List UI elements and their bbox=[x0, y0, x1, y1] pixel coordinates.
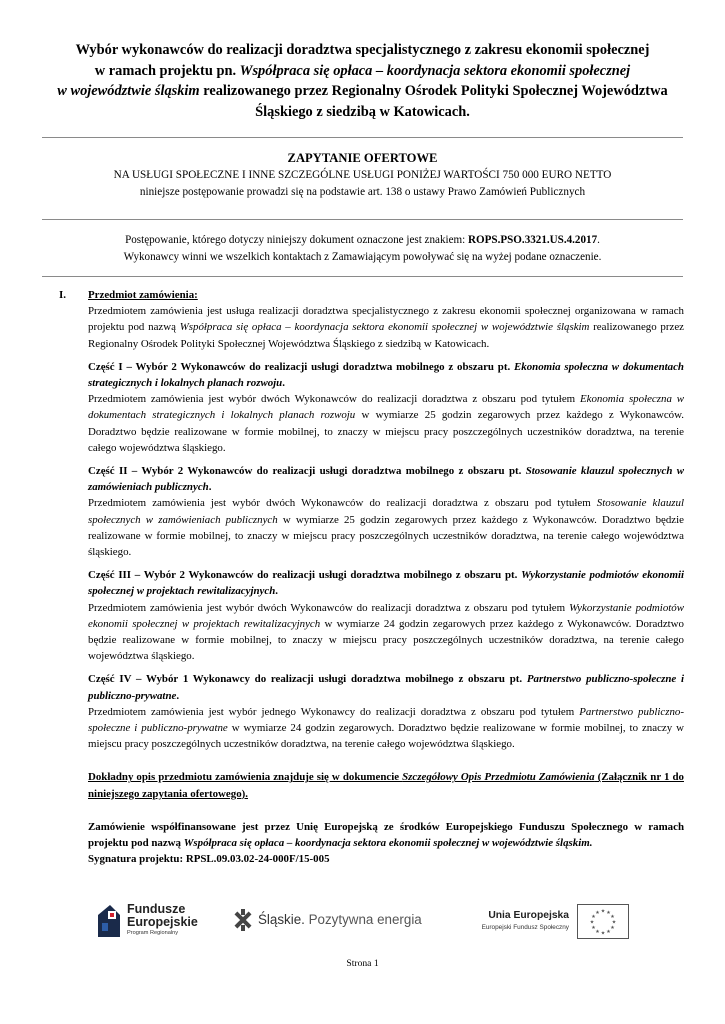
project-signature: Sygnatura projektu: RPSL.09.03.02-24-000F/15-005 bbox=[88, 853, 330, 866]
fundusze-europejskie-mark-icon bbox=[96, 901, 122, 939]
page-number: Strona 1 bbox=[346, 958, 379, 969]
eu-star-icon: ★ bbox=[610, 915, 615, 920]
fundusze-europejskie-logo: Fundusze Europejskie Program Regionalny bbox=[96, 901, 214, 941]
inquiry-title: ZAPYTANIE OFERTOWE bbox=[287, 151, 438, 165]
eu-star-icon: ★ bbox=[591, 915, 596, 920]
details-document-name: Szczegółowy Opis Przedmiotu Zamówienia bbox=[402, 771, 595, 784]
section-numeral: I. bbox=[59, 289, 67, 301]
funding-logos bbox=[84, 892, 642, 952]
slaskie-logo: Śląskie. Pozytywna energia bbox=[231, 908, 436, 932]
eu-star-icon: ★ bbox=[591, 926, 596, 931]
eu-star-icon: ★ bbox=[600, 931, 606, 937]
section-intro: Przedmiotem zamówienia jest usługa realizacji doradztwa specjalistycznego z zakresu ekonomii społecznej organizowana w ramach projektu pod nazwą Współpraca się opłaca – koordynacja sektora ekonomii społecznej w województwie śląskim realizowanego przez Regionalny Ośrodek Polityki Społecznej Województwa Śląskiego z siedzibą w Katowicach. bbox=[88, 305, 684, 350]
reference-line-1: Postępowanie, którego dotyczy niniejszy dokument oznaczone jest znakiem: ROPS.PSO.3321.US.4.2017. bbox=[125, 234, 600, 246]
part-description: Przedmiotem zamówienia jest wybór dwóch Wykonawców do realizacji doradztwa z obszaru pod tytułem Stosowanie klauzul społecznych w zamówieniach publicznych w wymiarze 25 godzin zegarowych przez każdego z Wykonawców. Doradztwo będzie realizowane w formie mobilnej, to znaczy w miejscu pracy poszczególnych uczestników doradztwa, na terenie całego województwa śląskiego. bbox=[88, 497, 684, 559]
eu-star-icon: ★ bbox=[589, 920, 595, 926]
divider bbox=[42, 219, 683, 220]
eu-star-icon: ★ bbox=[611, 920, 617, 926]
eu-star-icon: ★ bbox=[595, 910, 600, 916]
eu-star-icon: ★ bbox=[606, 910, 611, 916]
details-note: Dokładny opis przedmiotu zamówienia znajduje się w dokumencie Szczegółowy Opis Przedmiotu Zamówienia (Załącznik nr 1 do niniejszego zapytania ofertowego). bbox=[88, 771, 684, 800]
title-line-1: Wybór wykonawców do realizacji doradztwa specjalistycznego z zakresu ekonomii społecznej bbox=[75, 42, 650, 58]
reference-code: ROPS.PSO.3321.US.4.2017 bbox=[467, 234, 598, 246]
inquiry-subtitle: NA USŁUGI SPOŁECZNE I INNE SZCZEGÓLNE USŁUGI PONIŻEJ WARTOŚCI 750 000 EURO NETTO bbox=[113, 169, 612, 181]
part-heading: Część I – Wybór 2 Wykonawców do realizacji usługi doradztwa mobilnego z obszaru pt. Ekonomia społeczna w dokumentach strategicznych i lokalnych planach rozwoju. bbox=[88, 360, 684, 390]
section-body bbox=[88, 287, 684, 868]
divider bbox=[42, 276, 683, 277]
project-name: Współpraca się opłaca – koordynacja sektora ekonomii społecznej bbox=[239, 62, 631, 79]
part-description: Przedmiotem zamówienia jest wybór dwóch Wykonawców do realizacji doradztwa z obszaru pod tytułem Wykorzystanie podmiotów ekonomii społecznej w projektach rewitalizacyjnych w wymiarze 24 godzin zegarowych przez każdego z Wykonawców. Doradztwo będzie realizowane w formie mobilnej, to znaczy w miejscu pracy poszczególnych uczestników doradztwa, na terenie całego województwa śląskiego. bbox=[88, 601, 685, 663]
inquiry-legal-basis: niniejsze postępowanie prowadzi się na podstawie art. 138 o ustawy Prawo Zamówień Publicznych bbox=[139, 186, 586, 198]
part-heading: Część II – Wybór 2 Wykonawców do realizacji usługi doradztwa mobilnego z obszaru pt. Stosowanie klauzul społecznych w zamówieniach publicznych. bbox=[88, 465, 684, 494]
document-title bbox=[30, 40, 695, 122]
part-heading: Część IV – Wybór 1 Wykonawcy do realizacji usługi doradztwa mobilnego z obszaru pt. Partnerstwo publiczno-społeczne i publiczno-prywatne. bbox=[88, 673, 684, 702]
part-description: Przedmiotem zamówienia jest wybór jednego Wykonawcy do realizacji doradztwa z obszaru pod tytułem Partnerstwo publiczno-społeczne i publiczno-prywatne w wymiarze 24 godzin zegarowych. Doradztwo będzie realizowane w formie mobilnej, to znaczy w miejscu pracy poszczególnych uczestników doradztwa, na terenie całego województwa śląskiego. bbox=[88, 705, 684, 751]
divider bbox=[42, 137, 683, 138]
part-heading: Część III – Wybór 2 Wykonawców do realizacji usługi doradztwa mobilnego z obszaru pt. Wykorzystanie podmiotów ekonomii społecznej w projektach rewitalizacyjnych. bbox=[88, 569, 684, 598]
title-line-3: w województwie śląskim realizowanego przez Regionalny Ośrodek Polityki Społecznej Województwa bbox=[57, 83, 668, 99]
unia-europejska-logo: Unia Europejska Europejski Fundusz Społeczny ★ ★ ★ ★ ★ ★ ★ ★ ★ ★ ★ ★ bbox=[457, 904, 632, 940]
eu-star-icon: ★ bbox=[610, 926, 615, 931]
part-description: Przedmiotem zamówienia jest wybór dwóch Wykonawców do realizacji doradztwa z obszaru pod tytułem Ekonomia społeczna w dokumentach strategicznych i lokalnych planach rozwoju w wymiarze 25 godzin zegarowych przez każdego z Wykonawców. Doradztwo będzie realizowane w formie mobilnej, to znaczy w miejscu pracy poszczególnych uczestników doradztwa, na terenie całego województwa śląskiego. bbox=[88, 393, 685, 454]
eu-star-icon: ★ bbox=[600, 909, 606, 915]
title-line-2: w ramach projektu pn. Współpraca się opłaca – koordynacja sektora ekonomii społecznej bbox=[94, 62, 631, 79]
eu-star-icon: ★ bbox=[595, 930, 600, 936]
eu-flag-icon bbox=[577, 904, 629, 939]
inquiry-header bbox=[42, 150, 683, 201]
eu-star-icon: ★ bbox=[606, 930, 611, 936]
cofinancing-note: Zamówienie współfinansowane jest przez Unię Europejską ze środków Europejskiego Funduszu Społecznego w ramach projektu pod nazwą Współpraca się opłaca – koordynacja sektora ekonomii społecznej w województwie śląskim. bbox=[88, 820, 684, 850]
section-heading: Przedmiot zamówienia: bbox=[88, 289, 198, 301]
reference-line-2: Wykonawcy winni we wszelkich kontaktach z Zamawiającym powoływać się na wyżej podane oznaczenie. bbox=[123, 251, 602, 263]
title-line-4: Śląskiego z siedzibą w Katowicach. bbox=[255, 103, 470, 120]
slaskie-mark-icon bbox=[231, 908, 255, 932]
reference-block bbox=[42, 232, 683, 266]
